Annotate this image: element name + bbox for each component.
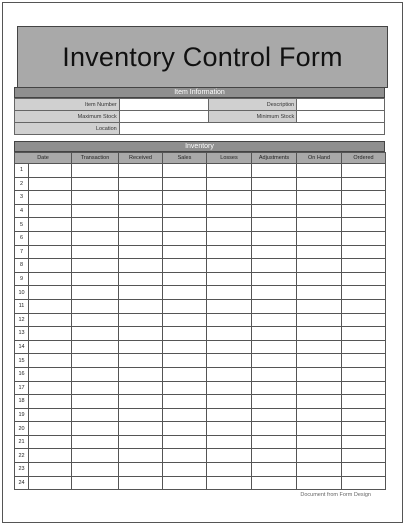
minimum-stock-label: Minimum Stock — [209, 111, 297, 123]
entry-cell[interactable] — [119, 463, 163, 477]
entry-cell[interactable] — [252, 191, 297, 205]
entry-cell[interactable] — [297, 435, 342, 449]
table-row — [15, 245, 386, 259]
entry-cell[interactable] — [207, 367, 252, 381]
entry-cell[interactable] — [252, 218, 297, 232]
table-row — [15, 381, 386, 395]
table-row — [15, 299, 386, 313]
inventory-header: Inventory — [14, 141, 385, 152]
entry-cell[interactable] — [207, 354, 252, 368]
column-header: Received — [119, 153, 163, 164]
item-number-field[interactable] — [119, 99, 209, 111]
table-row — [15, 395, 386, 409]
entry-cell[interactable] — [297, 177, 342, 191]
entry-cell[interactable] — [207, 272, 252, 286]
entry-cell[interactable] — [297, 313, 342, 327]
entry-cell[interactable] — [163, 286, 207, 300]
entry-cell[interactable] — [342, 231, 386, 245]
entry-cell[interactable] — [119, 340, 163, 354]
entry-cell[interactable] — [29, 422, 72, 436]
entry-cell[interactable] — [207, 408, 252, 422]
entry-cell[interactable] — [163, 164, 207, 178]
column-header: Losses — [207, 153, 252, 164]
entry-cell[interactable] — [29, 449, 72, 463]
entry-cell[interactable] — [119, 231, 163, 245]
entry-cell[interactable] — [119, 177, 163, 191]
table-row — [15, 272, 386, 286]
entry-cell[interactable] — [119, 354, 163, 368]
entry-cell[interactable] — [72, 177, 119, 191]
entry-cell[interactable] — [252, 408, 297, 422]
description-label: Description — [209, 99, 297, 111]
entry-cell[interactable] — [207, 191, 252, 205]
entry-cell[interactable] — [207, 395, 252, 409]
row-number: 2 — [15, 177, 29, 191]
entry-cell[interactable] — [297, 354, 342, 368]
entry-cell[interactable] — [207, 449, 252, 463]
entry-cell[interactable] — [72, 218, 119, 232]
entry-cell[interactable] — [29, 245, 72, 259]
entry-cell[interactable] — [163, 463, 207, 477]
entry-cell[interactable] — [207, 476, 252, 490]
entry-cell[interactable] — [252, 177, 297, 191]
entry-cell[interactable] — [342, 435, 386, 449]
row-number: 14 — [15, 340, 29, 354]
row-number: 1 — [15, 164, 29, 178]
column-header: Ordered — [342, 153, 386, 164]
entry-cell[interactable] — [297, 204, 342, 218]
entry-cell[interactable] — [297, 191, 342, 205]
entry-cell[interactable] — [163, 381, 207, 395]
row-number: 19 — [15, 408, 29, 422]
entry-cell[interactable] — [163, 313, 207, 327]
entry-cell[interactable] — [29, 381, 72, 395]
row-number: 7 — [15, 245, 29, 259]
entry-cell[interactable] — [72, 299, 119, 313]
entry-cell[interactable] — [29, 259, 72, 273]
inventory-rows — [15, 164, 386, 490]
entry-cell[interactable] — [119, 313, 163, 327]
column-header: Sales — [163, 153, 207, 164]
entry-cell[interactable] — [342, 177, 386, 191]
entry-cell[interactable] — [72, 259, 119, 273]
entry-cell[interactable] — [297, 395, 342, 409]
entry-cell[interactable] — [72, 340, 119, 354]
entry-cell[interactable] — [297, 367, 342, 381]
entry-cell[interactable] — [252, 327, 297, 341]
entry-cell[interactable] — [252, 395, 297, 409]
entry-cell[interactable] — [29, 435, 72, 449]
table-row — [15, 286, 386, 300]
entry-cell[interactable] — [72, 327, 119, 341]
entry-cell[interactable] — [342, 327, 386, 341]
row-number: 15 — [15, 354, 29, 368]
entry-cell[interactable] — [342, 449, 386, 463]
entry-cell[interactable] — [29, 299, 72, 313]
entry-cell[interactable] — [342, 313, 386, 327]
entry-cell[interactable] — [163, 395, 207, 409]
entry-cell[interactable] — [342, 367, 386, 381]
table-row — [15, 327, 386, 341]
entry-cell[interactable] — [342, 272, 386, 286]
entry-cell[interactable] — [72, 435, 119, 449]
entry-cell[interactable] — [163, 340, 207, 354]
entry-cell[interactable] — [252, 245, 297, 259]
row-number: 24 — [15, 476, 29, 490]
entry-cell[interactable] — [207, 204, 252, 218]
row-number: 18 — [15, 395, 29, 409]
row-number: 22 — [15, 449, 29, 463]
entry-cell[interactable] — [252, 449, 297, 463]
entry-cell[interactable] — [297, 327, 342, 341]
row-number: 11 — [15, 299, 29, 313]
entry-cell[interactable] — [342, 422, 386, 436]
entry-cell[interactable] — [342, 395, 386, 409]
entry-cell[interactable] — [252, 463, 297, 477]
table-row — [15, 231, 386, 245]
entry-cell[interactable] — [342, 191, 386, 205]
entry-cell[interactable] — [29, 340, 72, 354]
entry-cell[interactable] — [207, 299, 252, 313]
entry-cell[interactable] — [342, 204, 386, 218]
entry-cell[interactable] — [297, 245, 342, 259]
entry-cell[interactable] — [119, 395, 163, 409]
entry-cell[interactable] — [72, 231, 119, 245]
entry-cell[interactable] — [252, 422, 297, 436]
entry-cell[interactable] — [252, 435, 297, 449]
entry-cell[interactable] — [72, 164, 119, 178]
entry-cell[interactable] — [163, 408, 207, 422]
entry-cell[interactable] — [252, 381, 297, 395]
row-number: 17 — [15, 381, 29, 395]
entry-cell[interactable] — [72, 245, 119, 259]
item-information-table — [14, 98, 385, 135]
maximum-stock-field[interactable] — [119, 111, 209, 123]
entry-cell[interactable] — [72, 395, 119, 409]
entry-cell[interactable] — [207, 177, 252, 191]
entry-cell[interactable] — [29, 272, 72, 286]
table-row — [15, 340, 386, 354]
entry-cell[interactable] — [72, 367, 119, 381]
entry-cell[interactable] — [163, 177, 207, 191]
inventory-header-row — [15, 153, 386, 164]
entry-cell[interactable] — [163, 327, 207, 341]
entry-cell[interactable] — [297, 299, 342, 313]
entry-cell[interactable] — [207, 340, 252, 354]
entry-cell[interactable] — [163, 422, 207, 436]
table-row — [15, 259, 386, 273]
row-number: 13 — [15, 327, 29, 341]
entry-cell[interactable] — [72, 408, 119, 422]
row-number: 23 — [15, 463, 29, 477]
entry-cell[interactable] — [252, 204, 297, 218]
entry-cell[interactable] — [119, 286, 163, 300]
entry-cell[interactable] — [119, 367, 163, 381]
entry-cell[interactable] — [72, 272, 119, 286]
entry-cell[interactable] — [119, 435, 163, 449]
entry-cell[interactable] — [163, 299, 207, 313]
entry-cell[interactable] — [29, 164, 72, 178]
entry-cell[interactable] — [29, 191, 72, 205]
entry-cell[interactable] — [29, 408, 72, 422]
table-row — [15, 204, 386, 218]
entry-cell[interactable] — [119, 299, 163, 313]
location-label: Location — [15, 123, 120, 135]
entry-cell[interactable] — [207, 435, 252, 449]
table-row — [15, 476, 386, 490]
entry-cell[interactable] — [163, 435, 207, 449]
entry-cell[interactable] — [207, 231, 252, 245]
entry-cell[interactable] — [207, 245, 252, 259]
row-number: 6 — [15, 231, 29, 245]
entry-cell[interactable] — [207, 381, 252, 395]
entry-cell[interactable] — [163, 218, 207, 232]
entry-cell[interactable] — [72, 286, 119, 300]
column-header: Date — [15, 153, 72, 164]
entry-cell[interactable] — [29, 367, 72, 381]
entry-cell[interactable] — [29, 204, 72, 218]
entry-cell[interactable] — [252, 231, 297, 245]
description-field[interactable] — [297, 99, 385, 111]
entry-cell[interactable] — [119, 204, 163, 218]
entry-cell[interactable] — [72, 381, 119, 395]
entry-cell[interactable] — [29, 177, 72, 191]
entry-cell[interactable] — [72, 191, 119, 205]
entry-cell[interactable] — [207, 218, 252, 232]
entry-cell[interactable] — [29, 327, 72, 341]
entry-cell[interactable] — [119, 449, 163, 463]
entry-cell[interactable] — [342, 299, 386, 313]
entry-cell[interactable] — [207, 327, 252, 341]
entry-cell[interactable] — [119, 381, 163, 395]
entry-cell[interactable] — [252, 354, 297, 368]
table-row — [15, 313, 386, 327]
form-title: Inventory Control Form — [62, 41, 343, 72]
column-header: On Hand — [297, 153, 342, 164]
entry-cell[interactable] — [29, 218, 72, 232]
table-row — [15, 449, 386, 463]
entry-cell[interactable] — [252, 313, 297, 327]
entry-cell[interactable] — [342, 381, 386, 395]
entry-cell[interactable] — [252, 476, 297, 490]
entry-cell[interactable] — [163, 204, 207, 218]
entry-cell[interactable] — [207, 259, 252, 273]
entry-cell[interactable] — [297, 463, 342, 477]
location-field[interactable] — [119, 123, 384, 135]
entry-cell[interactable] — [119, 422, 163, 436]
item-number-label: Item Number — [15, 99, 120, 111]
entry-cell[interactable] — [163, 259, 207, 273]
row-number: 21 — [15, 435, 29, 449]
entry-cell[interactable] — [252, 286, 297, 300]
entry-cell[interactable] — [342, 286, 386, 300]
table-row — [15, 435, 386, 449]
row-number: 5 — [15, 218, 29, 232]
entry-cell[interactable] — [72, 476, 119, 490]
entry-cell[interactable] — [342, 245, 386, 259]
entry-cell[interactable] — [163, 367, 207, 381]
entry-cell[interactable] — [119, 191, 163, 205]
table-row — [15, 354, 386, 368]
entry-cell[interactable] — [119, 218, 163, 232]
column-header: Adjustments — [252, 153, 297, 164]
entry-cell[interactable] — [342, 354, 386, 368]
entry-cell[interactable] — [342, 340, 386, 354]
table-row — [15, 191, 386, 205]
footer-text: Document from Form Design — [300, 492, 371, 498]
entry-cell[interactable] — [252, 299, 297, 313]
row-number: 4 — [15, 204, 29, 218]
table-row — [15, 408, 386, 422]
entry-cell[interactable] — [119, 327, 163, 341]
entry-cell[interactable] — [119, 272, 163, 286]
entry-cell[interactable] — [29, 286, 72, 300]
entry-cell[interactable] — [163, 476, 207, 490]
table-row — [15, 367, 386, 381]
entry-cell[interactable] — [163, 272, 207, 286]
inventory-table — [14, 152, 386, 490]
row-number: 9 — [15, 272, 29, 286]
row-number: 16 — [15, 367, 29, 381]
entry-cell[interactable] — [297, 259, 342, 273]
entry-cell[interactable] — [297, 422, 342, 436]
entry-cell[interactable] — [297, 218, 342, 232]
entry-cell[interactable] — [207, 286, 252, 300]
entry-cell[interactable] — [119, 245, 163, 259]
entry-cell[interactable] — [342, 218, 386, 232]
entry-cell[interactable] — [297, 340, 342, 354]
entry-cell[interactable] — [252, 164, 297, 178]
entry-cell[interactable] — [342, 408, 386, 422]
entry-cell[interactable] — [29, 395, 72, 409]
entry-cell[interactable] — [29, 354, 72, 368]
entry-cell[interactable] — [119, 476, 163, 490]
entry-cell[interactable] — [29, 476, 72, 490]
entry-cell[interactable] — [297, 272, 342, 286]
entry-cell[interactable] — [252, 367, 297, 381]
entry-cell[interactable] — [163, 245, 207, 259]
entry-cell[interactable] — [297, 408, 342, 422]
title-banner — [17, 26, 388, 88]
entry-cell[interactable] — [163, 191, 207, 205]
entry-cell[interactable] — [342, 476, 386, 490]
table-row — [15, 177, 386, 191]
entry-cell[interactable] — [297, 449, 342, 463]
table-row — [15, 218, 386, 232]
column-header: Transaction — [72, 153, 119, 164]
entry-cell[interactable] — [163, 231, 207, 245]
entry-cell[interactable] — [72, 204, 119, 218]
minimum-stock-field[interactable] — [297, 111, 385, 123]
entry-cell[interactable] — [342, 259, 386, 273]
entry-cell[interactable] — [163, 449, 207, 463]
entry-cell[interactable] — [252, 340, 297, 354]
entry-cell[interactable] — [252, 272, 297, 286]
table-row — [15, 164, 386, 178]
maximum-stock-label: Maximum Stock — [15, 111, 120, 123]
entry-cell[interactable] — [207, 313, 252, 327]
entry-cell[interactable] — [72, 313, 119, 327]
table-row — [15, 422, 386, 436]
entry-cell[interactable] — [119, 408, 163, 422]
row-number: 10 — [15, 286, 29, 300]
entry-cell[interactable] — [29, 463, 72, 477]
entry-cell[interactable] — [297, 164, 342, 178]
row-number: 3 — [15, 191, 29, 205]
entry-cell[interactable] — [72, 354, 119, 368]
entry-cell[interactable] — [207, 164, 252, 178]
entry-cell[interactable] — [297, 476, 342, 490]
entry-cell[interactable] — [342, 463, 386, 477]
row-number: 12 — [15, 313, 29, 327]
entry-cell[interactable] — [119, 259, 163, 273]
entry-cell[interactable] — [119, 164, 163, 178]
item-information-header: Item Information — [14, 87, 385, 98]
table-row — [15, 463, 386, 477]
entry-cell[interactable] — [297, 286, 342, 300]
entry-cell[interactable] — [72, 463, 119, 477]
entry-cell[interactable] — [207, 422, 252, 436]
entry-cell[interactable] — [207, 463, 252, 477]
entry-cell[interactable] — [342, 164, 386, 178]
entry-cell[interactable] — [29, 313, 72, 327]
entry-cell[interactable] — [297, 381, 342, 395]
row-number: 20 — [15, 422, 29, 436]
entry-cell[interactable] — [252, 259, 297, 273]
entry-cell[interactable] — [72, 422, 119, 436]
row-number: 8 — [15, 259, 29, 273]
entry-cell[interactable] — [72, 449, 119, 463]
entry-cell[interactable] — [29, 231, 72, 245]
entry-cell[interactable] — [297, 231, 342, 245]
entry-cell[interactable] — [163, 354, 207, 368]
